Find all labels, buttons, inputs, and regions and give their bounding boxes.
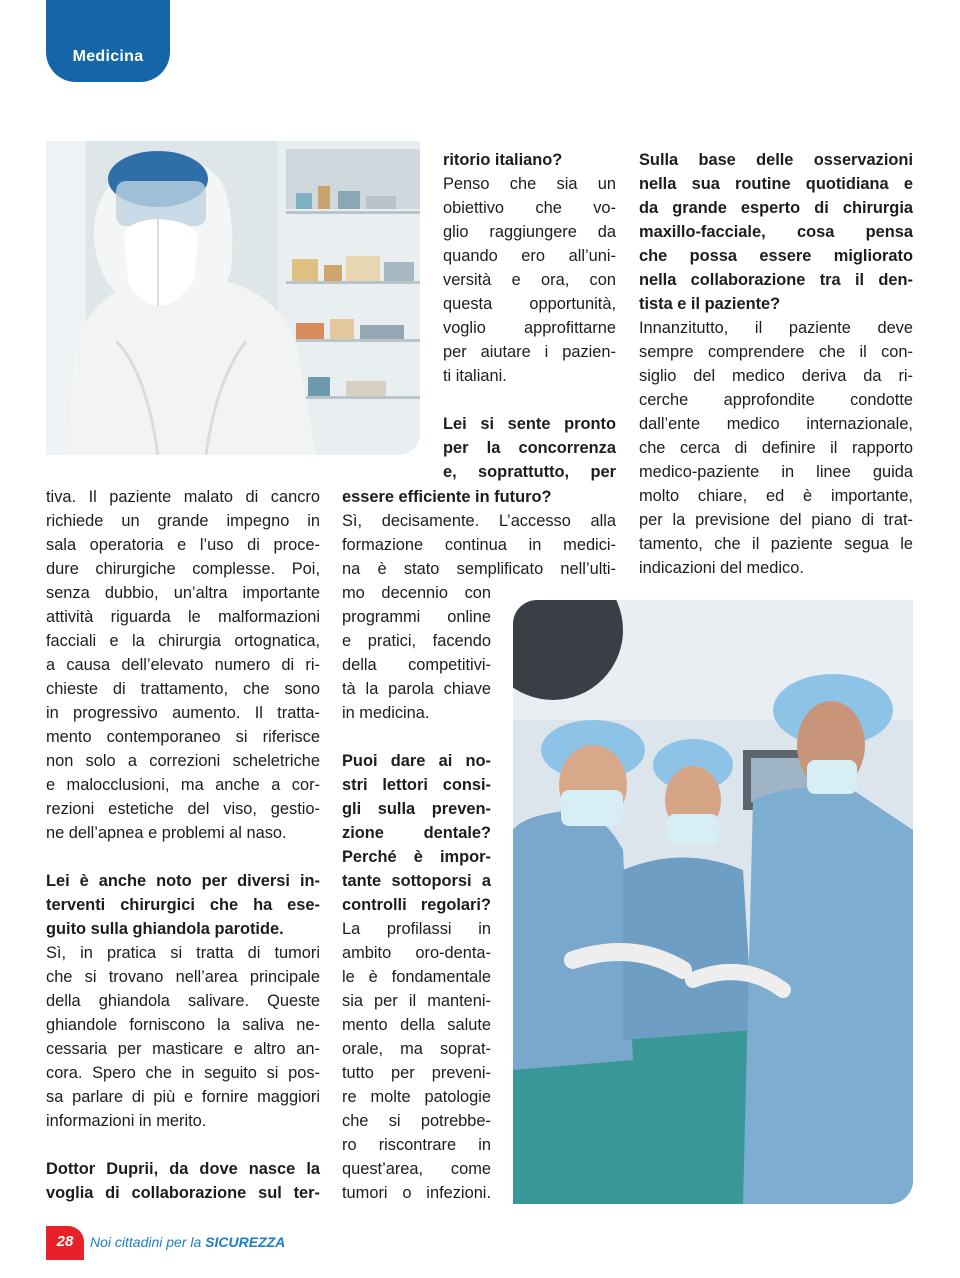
text-line: attività riguarda le malformazioni [46,608,320,626]
text-line: informazioni in merito. [46,1112,207,1130]
text-line: Dottor Duprii, da dove nasce la [46,1160,320,1178]
text-line: sempre comprendere che il con- [639,343,913,361]
column-2-top-text [443,148,616,484]
text-line: in progressivo aumento. Il tratta- [46,704,320,722]
surgery-photo [513,600,913,1204]
text-line: nella sua routine quotidiana e [639,175,913,193]
text-line: voglio approfittarne [443,319,616,337]
section-label: Medicina [72,48,144,65]
text-line: Lei è anche noto per diversi in- [46,872,320,890]
text-line: ti italiani. [443,367,507,385]
text-line: formazione continua in medici- [342,536,616,554]
text-line: nella collaborazione tra il den- [639,271,913,289]
text-line: Sì, in pratica si tratta di tumori [46,944,320,962]
text-line: terventi chirurgici che ha ese- [46,896,320,914]
column-3-text [639,148,913,580]
text-line: tamento, che il paziente segua le [639,535,913,553]
text-line: Innanzitutto, il paziente deve [639,319,913,337]
text-line: e pratici, facendo [342,632,491,650]
text-line: tiva. Il paziente malato di cancro [46,488,320,506]
text-line: controlli regolari? [342,896,491,914]
text-line: ritorio italiano? [443,151,563,169]
text-line: cora. Spero che in seguito si pos- [46,1064,320,1082]
text-line: chieste di trattamento, che sono [46,680,320,698]
text-line: zione dentale? [342,824,491,842]
column-2-narrow-text [342,581,491,1205]
text-line: Perché è impor- [342,848,491,866]
footer [0,1226,400,1266]
text-line: essere efficiente in futuro? [342,488,552,506]
text-line: siglio del medico deriva da ri- [639,367,913,385]
column-2-wide-text [342,485,616,581]
text-line: versità e ora, con [443,271,616,289]
text-line: cessaria per masticare e altro an- [46,1040,320,1058]
text-line: e, soprattutto, per [443,463,616,481]
text-line: tista e il paziente? [639,295,781,313]
text-line: rezioni estetiche del viso, gestio- [46,800,320,818]
text-line: obiettivo che vo- [443,199,616,217]
text-line: ro riscontrare in [342,1136,491,1154]
text-line: medico-paziente in linee guida [639,463,913,481]
text-line: per aiutare i pazien- [443,343,616,361]
text-line: della competitivi- [342,656,491,674]
text-line: cerche approfondite condotte [639,391,913,409]
text-line: Penso che sia un [443,175,616,193]
text-line: ambito oro-denta- [342,944,491,962]
text-line: Lei si sente pronto [443,415,616,433]
text-line: tante sottoporsi a [342,872,491,890]
magazine-name: SICUREZZA [205,1234,286,1250]
text-line: per la previsione del piano di trat- [639,511,913,529]
text-line: tutto per preveni- [342,1064,491,1082]
text-line: voglia di collaborazione sul ter- [46,1184,320,1202]
text-line: a causa dell’elevato numero di ri- [46,656,320,674]
text-line: stri lettori consi- [342,776,491,794]
text-line: sia per il manteni- [342,992,491,1010]
text-line: quest’area, come [342,1160,491,1178]
text-line: ghiandole forniscono la saliva ne- [46,1016,320,1034]
text-line: questa opportunità, [443,295,616,313]
doctor-photo [46,141,420,455]
text-line: quando ero all’uni- [443,247,616,265]
text-line: ne dell’apnea e problemi al naso. [46,824,287,842]
text-line: glio raggiungere da [443,223,616,241]
text-line: per la concorrenza [443,439,616,457]
section-tab [46,0,170,82]
text-line: dall’ente medico internazionale, [639,415,913,433]
magazine-title [90,1234,285,1250]
text-line: na è stato semplificato nell’ulti- [342,560,616,578]
text-line: che si trovano nell’area principale [46,968,320,986]
text-line: che si potrebbe- [342,1112,491,1130]
text-line: tà la parola chiave [342,680,491,698]
text-line: senza dubbio, un’altra importante [46,584,320,602]
text-line: dure chirurgiche complesse. Poi, [46,560,320,578]
text-line: Sulla base delle osservazioni [639,151,913,169]
text-line: tumori o infezioni. [342,1184,491,1202]
text-line: re molte patologie [342,1088,491,1106]
text-line: molto chiare, ed è importante, [639,487,913,505]
text-line: programmi online [342,608,491,626]
text-line: richiede un grande impegno in [46,512,320,530]
text-line: da grande esperto di chirurgia [639,199,913,217]
text-line: mo decennio con [342,584,491,602]
text-line: della ghiandola salivare. Queste [46,992,320,1010]
text-line: e malocclusioni, ma anche a cor- [46,776,320,794]
magazine-prefix: Noi cittadini per la [90,1234,202,1250]
text-line: sa parlare di più e fornire maggiori [46,1088,320,1106]
text-line: che possa essere migliorato [639,247,913,265]
column-1-text [46,485,320,1205]
text-line: La profilassi in [342,920,491,938]
page-number: 28 [46,1226,84,1260]
text-line: in medicina. [342,704,430,722]
text-line: indicazioni del medico. [639,559,804,577]
text-line: gli sulla preven- [342,800,491,818]
text-line: Sì, decisamente. L’accesso alla [342,512,616,530]
text-line: le è fondamentale [342,968,491,986]
text-line: che cerca di definire il rapporto [639,439,913,457]
text-line: sala operatoria e l’uso di proce- [46,536,320,554]
text-line: Puoi dare ai no- [342,752,491,770]
text-line: orale, ma soprat- [342,1040,491,1058]
text-line: mento contemporaneo si riferisce [46,728,320,746]
text-line: maxillo-facciale, cosa pensa [639,223,913,241]
text-line: mento della salute [342,1016,491,1034]
text-line: guito sulla ghiandola parotide. [46,920,284,938]
text-line: facciali e la chirurgia ortognatica, [46,632,320,650]
text-line: non solo a correzioni scheletriche [46,752,320,770]
